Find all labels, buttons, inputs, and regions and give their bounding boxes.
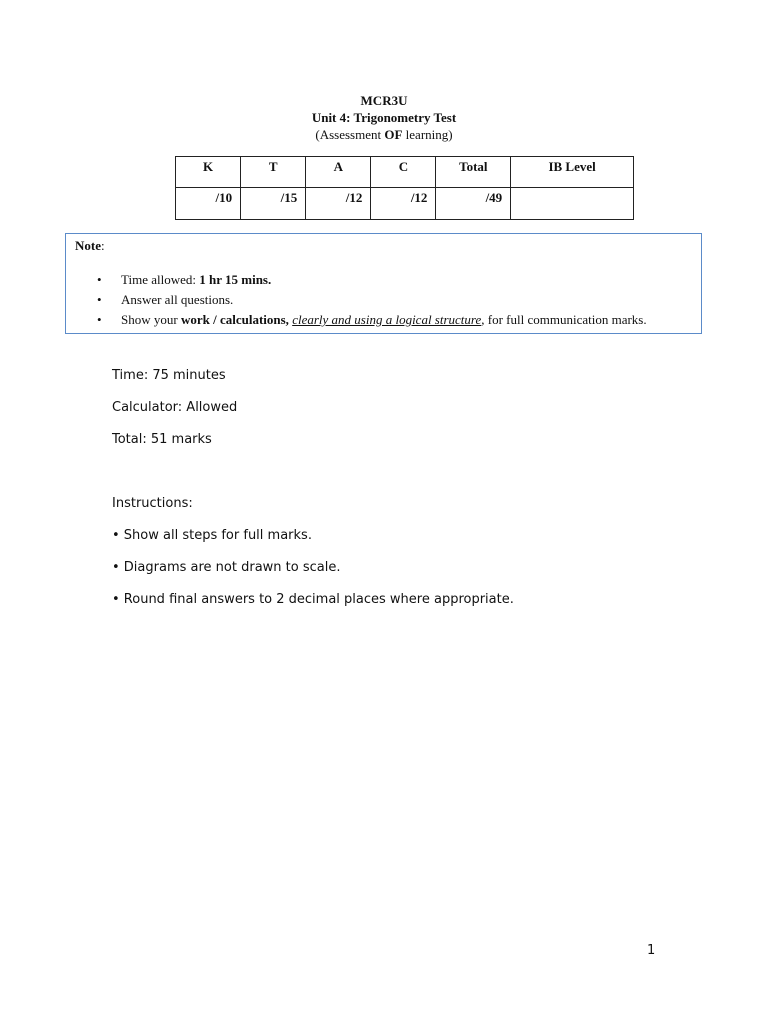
test-header — [0, 92, 768, 143]
instruction-item: • Round final answers to 2 decimal places where appropriate. — [112, 592, 514, 607]
note-title — [75, 238, 105, 254]
course-code: MCR3U — [360, 93, 408, 108]
note-item-text: Answer all questions. — [121, 292, 234, 307]
subtitle-pre: (Assessment — [315, 127, 385, 142]
header-c: C — [371, 157, 436, 188]
instruction-item: • Diagrams are not drawn to scale. — [112, 560, 341, 575]
subtitle-bold: OF — [384, 127, 403, 142]
note-title-suffix: : — [101, 238, 105, 253]
value-a[interactable]: /12 — [306, 188, 371, 220]
bullet-icon: • — [97, 292, 102, 307]
subtitle-post: learning) — [402, 127, 453, 142]
note-item-bold: 1 hr 15 mins. — [199, 272, 272, 287]
value-t[interactable]: /15 — [241, 188, 306, 220]
calculator-info: Calculator: Allowed — [112, 400, 238, 415]
header-t: T — [241, 157, 306, 188]
bullet-icon: • — [97, 272, 102, 287]
page-number: 1 — [647, 943, 656, 958]
value-c[interactable]: /12 — [371, 188, 436, 220]
time-info: Time: 75 minutes — [112, 368, 226, 383]
note-item-text: Show your — [121, 312, 181, 327]
header-ib-level: IB Level — [511, 157, 634, 188]
test-title: Unit 4: Trigonometry Test — [311, 110, 457, 125]
value-total[interactable]: /49 — [436, 188, 511, 220]
total-info: Total: 51 marks — [112, 432, 212, 447]
note-item-time — [66, 270, 647, 290]
note-item-text-end: , for full communication marks. — [481, 312, 647, 327]
header-total: Total — [436, 157, 511, 188]
note-item-answer-all — [66, 290, 647, 310]
header-k: K — [176, 157, 241, 188]
test-subtitle — [0, 126, 768, 143]
marks-header-row — [176, 157, 634, 188]
bullet-icon: • — [97, 312, 102, 327]
note-box — [65, 233, 702, 334]
header-a: A — [306, 157, 371, 188]
instructions-heading: Instructions: — [112, 496, 193, 511]
note-title-label: Note — [75, 238, 101, 253]
value-k[interactable]: /10 — [176, 188, 241, 220]
note-item-bold: work / calculations, — [180, 312, 289, 327]
note-item-emphasis: clearly and using a logical structure — [292, 312, 482, 327]
note-list — [66, 270, 647, 330]
marks-table — [175, 156, 634, 220]
note-item-text: Time allowed: — [121, 272, 200, 287]
note-item-show-work — [66, 310, 647, 330]
value-ib-level[interactable] — [511, 188, 634, 220]
marks-value-row — [176, 188, 634, 220]
instruction-item: • Show all steps for full marks. — [112, 528, 312, 543]
